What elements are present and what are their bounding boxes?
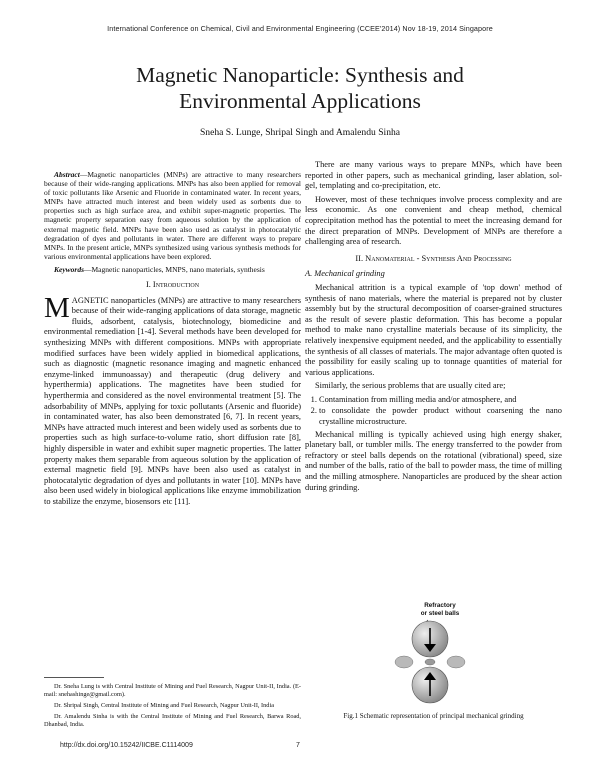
figure-caption: Fig.1 Schematic representation of principal mechanical grinding: [343, 712, 524, 720]
conference-header: International Conference on Chemical, Civil and Environmental Engineering (CCEE'2014) Nov 18-19, 2014 Singapore: [107, 24, 493, 33]
list-item: 1. Contamination from milling media and/or atmosphere, and: [319, 395, 562, 406]
figure-label: Refractory or steel balls: [420, 602, 460, 617]
abstract: [44, 170, 301, 274]
footnote-rule: [44, 677, 104, 678]
intro-paragraph: MAGNETIC nanoparticles (MNPs) are attractive to many researchers because of their wide-ranging applications of data storage, magnetic fluids, adsorbent, catalysis, biotechnology, biomedicine and environmental remediation [1-4]. Several methods have been developed for synthesizing MNPs with different compositions. MNPs with appropriate modified surfaces have been widely applied in biomedical applications, such as diagnostic (magnetic resonance imaging and magnetic enhanced enzyme-linked immunoassay) and therapeutic (drug delivery and hyperthermia) applications. The magnetites have been studied for hyperthermia and considered as the novel environmental treatment [5]. The adsorbability of MNPs, applying for toxic pollutants (Arsenic and fluoride) in contaminated water, has also been demonstrated [6, 7]. In recent years, MNPs have attracted much interest and been widely used as sorbents due to properties such as high surface-to-volume ratio, short diffusion rate [8], highly dispersible in water and exhibit super magnetic properties. The latter property makes them separable from aqueous solution by the application of external magnetic field [9]. MNPs have been also used as catalyst in photocatalytic degradation of dyes and pollutants in water [10]. MNPs have also been used widely in biological applications like enzyme immobilization to stabilize the enzyme, biosensors etc [11].: [44, 291, 301, 506]
right-paragraph-3: Mechanical attrition is a typical example of 'top down' method of synthesis of nano materials, where the material is prepared not by cluster assembly but by the structural decomposition of coarser-grained structures as the result of severe plastic deformation. This has become a popular method to make nano crystalline materials because of its simplicity, the relatively inexpensive equipment needed, and the applicability to essentially the synthesis of all classes of materials. The major advantage often quoted is the possibility for easily scaling up to tonnage quantities of material for various applications.: [305, 282, 562, 377]
title-line-1: Magnetic Nanoparticle: Synthesis and: [136, 63, 464, 87]
list-item: 2. to consolidate the powder product without coarsening the nano crystalline microstructure.: [319, 406, 562, 427]
right-paragraph-5: Mechanical milling is typically achieved using high energy shaker, planetary ball, or tumbler mills. The energy transferred to the powder from refractory or steel balls depends on the rotational (vibrational) speed, size and number of the balls, ratio of the ball to powder mass, the time of milling and the milling atmosphere. Nanoparticles are produced by the shear action during grinding.: [305, 429, 562, 492]
right-paragraph-4: Similarly, the serious problems that are usually cited are;: [315, 381, 506, 391]
footnote-1: Dr. Sneha Lung is with Central Institute of Mining and Fuel Research, Nagpur Unit-II, India. (E-mail: snehashinge@gmail.com).: [44, 683, 301, 698]
subsection-a-heading: A. Mechanical grinding: [305, 269, 385, 279]
keywords-text: —Magnetic nanoparticles, MNPS, nano materials, synthesis: [84, 264, 265, 274]
powder-particle: [425, 659, 435, 665]
right-column: [305, 160, 562, 496]
title-line-2: Environmental Applications: [179, 89, 421, 113]
right-paragraph-1: There are many various ways to prepare MNPs, which have been reported in other papers, such as mechanical grinding, laser ablation, sol-gel, templating and co-precipitation, etc.: [305, 160, 562, 191]
footnotes: [44, 683, 301, 732]
page-number: 7: [296, 742, 300, 749]
section-2-heading: II. Nanomaterial - Synthesis And Processing: [355, 253, 512, 263]
dropcap: M: [44, 291, 70, 324]
problems-list: [305, 395, 562, 428]
right-paragraph-2: However, most of these techniques involve process complexity and are less economic. As one convenient and cheap method, chemical coprecipitation method has the potential to meet the increasing demand for the direct preparation of MNPs. Development of MNPs are therefore a challenging area of research.: [305, 194, 562, 247]
mechanical-grinding-diagram: [388, 618, 488, 706]
abstract-label: Abstract: [54, 170, 80, 179]
left-column: [44, 170, 301, 511]
paper-title: [60, 62, 540, 114]
abstract-text: —Magnetic nanoparticles (MNPs) are attractive to many researchers because of their wide-ranging applications. MNPs has also been applied for removal of toxic pollutants like Arsenic and Fluoride in contaminated water. In recent years, MNPs have attracted much interest and been widely used as sorbents due to properties such as high surface area, and exhibit super-magnetic properties. The magnetic property separation easy from aqueous solution by the application of external magnetic field. MNPs have been also used as catalyst in photocatalytic degradation of dyes and pollutants in water. There are different ways to prepare MNPs. In the present article, MNPs synthesized using various synthesis methods for various environmental applications have been explored.: [44, 170, 301, 261]
powder-particle: [447, 656, 465, 668]
doi-link[interactable]: http://dx.doi.org/10.15242/IICBE.C1114009: [60, 742, 193, 749]
section-1-heading: I. Introduction: [145, 280, 200, 290]
footnote-2: Dr. Shripal Singh, Central Institute of Mining and Fuel Research, Nagpur Unit-II, India: [54, 702, 275, 709]
powder-particle: [395, 656, 413, 668]
keywords-label: Keywords: [54, 264, 84, 274]
footnote-3: Dr. Amalendu Sinha is with the Central Institute of Mining and Fuel Research, Barwa Road, Dhanbad, India.: [44, 713, 301, 728]
authors: Sneha S. Lunge, Shripal Singh and Amalendu Sinha: [199, 127, 401, 138]
